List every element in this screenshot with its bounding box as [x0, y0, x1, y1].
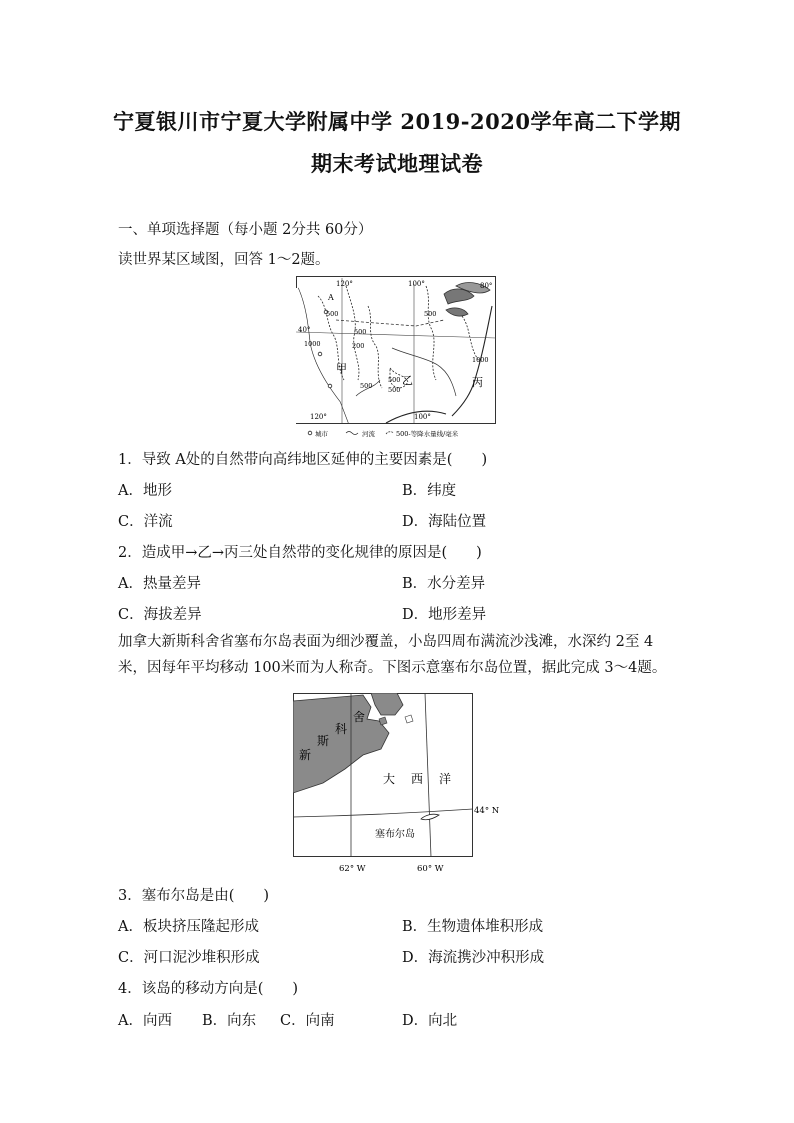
legend-isohyet: 500-等降水量线/毫米: [396, 430, 459, 438]
isohyet-label: 500: [424, 310, 437, 318]
q1-stem: 1．导致 A处的自然带向高纬地区延伸的主要因素是( ): [118, 452, 488, 468]
passage-q3-q4: 加拿大新斯科舍省塞布尔岛表面为细沙覆盖，小岛四周布满流沙浅滩，水深约 2至 4米，因每年平均移动 100米而为人称奇。下图示意塞布尔岛位置，据此完成 3～4题。: [118, 634, 667, 676]
region-yi: 乙: [402, 374, 413, 387]
isohyet-label: 1000: [472, 356, 489, 364]
ocean-char-da: 大: [383, 772, 396, 786]
q1-option-d[interactable]: D．海陆位置: [402, 514, 487, 530]
land-char-si: 斯: [317, 734, 330, 748]
north-america-map: [296, 276, 496, 442]
sable-island-label: 塞布尔岛: [375, 829, 415, 840]
q1-option-a[interactable]: A．地形: [118, 483, 172, 499]
ocean-char-xi: 西: [411, 772, 424, 786]
region-bing: 丙: [472, 376, 483, 389]
region-jia: 甲: [336, 362, 347, 375]
q4-option-a[interactable]: A．向西: [118, 1013, 172, 1029]
title-line-1: 宁夏银川市宁夏大学附属中学 2019-2020学年高二下学期: [113, 109, 681, 134]
land-char-xin: 新: [299, 748, 312, 762]
isohyet-label: 500: [354, 328, 367, 336]
land-char-she: 舍: [353, 710, 366, 724]
q1-option-c[interactable]: C．洋流: [118, 514, 173, 530]
isohyet-label: 500: [360, 382, 373, 390]
q3-option-b[interactable]: B．生物遗体堆积形成: [402, 919, 544, 935]
intro-q1-q2: 读世界某区域图，回答 1～2题。: [118, 252, 330, 268]
q2-option-a[interactable]: A．热量差异: [118, 576, 201, 592]
ocean-char-yang: 洋: [439, 772, 452, 786]
isohyet-label: 500: [326, 310, 339, 318]
lon-label: 80°: [480, 282, 493, 290]
q4-option-c[interactable]: C．向南: [280, 1013, 335, 1029]
q4-option-d[interactable]: D．向北: [402, 1013, 458, 1029]
land-char-ke: 科: [335, 722, 348, 736]
section-heading: 一、单项选择题（每小题 2分共 60分）: [118, 222, 373, 238]
q2-option-b[interactable]: B．水分差异: [402, 576, 486, 592]
q2-option-d[interactable]: D．地形差异: [402, 607, 487, 623]
q1-option-b[interactable]: B．纬度: [402, 483, 457, 499]
isohyet-label: 200: [352, 342, 365, 350]
lon-62w-label: 62° W: [339, 864, 366, 874]
lon-60w-label: 60° W: [417, 864, 444, 874]
title-line-2: 期末考试地理试卷: [311, 151, 483, 176]
q4-option-b[interactable]: B．向东: [202, 1013, 257, 1029]
q2-option-c[interactable]: C．海拔差异: [118, 607, 202, 623]
isohyet-label: 500: [388, 386, 401, 394]
lon-label: 100°: [408, 280, 425, 288]
lon-label: 100°: [414, 413, 431, 421]
legend-river: 河流: [362, 430, 375, 438]
legend-city: 城市: [315, 430, 328, 438]
q3-option-c[interactable]: C．河口泥沙堆积形成: [118, 950, 260, 966]
lon-label: 120°: [310, 413, 327, 421]
q3-stem: 3．塞布尔岛是由( ): [118, 888, 270, 904]
q3-option-a[interactable]: A．板块挤压隆起形成: [118, 919, 259, 935]
lat-label: 40°: [298, 326, 311, 334]
q4-stem: 4．该岛的移动方向是( ): [118, 981, 299, 997]
q3-option-d[interactable]: D．海流携沙冲积形成: [402, 950, 545, 966]
sable-island-map: [293, 693, 503, 875]
point-a-label: A: [328, 293, 334, 302]
lat-44n-label: 44° N: [474, 806, 500, 816]
isohyet-label: 500: [388, 376, 401, 384]
isohyet-label: 1000: [304, 340, 321, 348]
lon-label: 120°: [336, 280, 353, 288]
q2-stem: 2．造成甲→乙→丙三处自然带的变化规律的原因是( ): [118, 545, 482, 561]
